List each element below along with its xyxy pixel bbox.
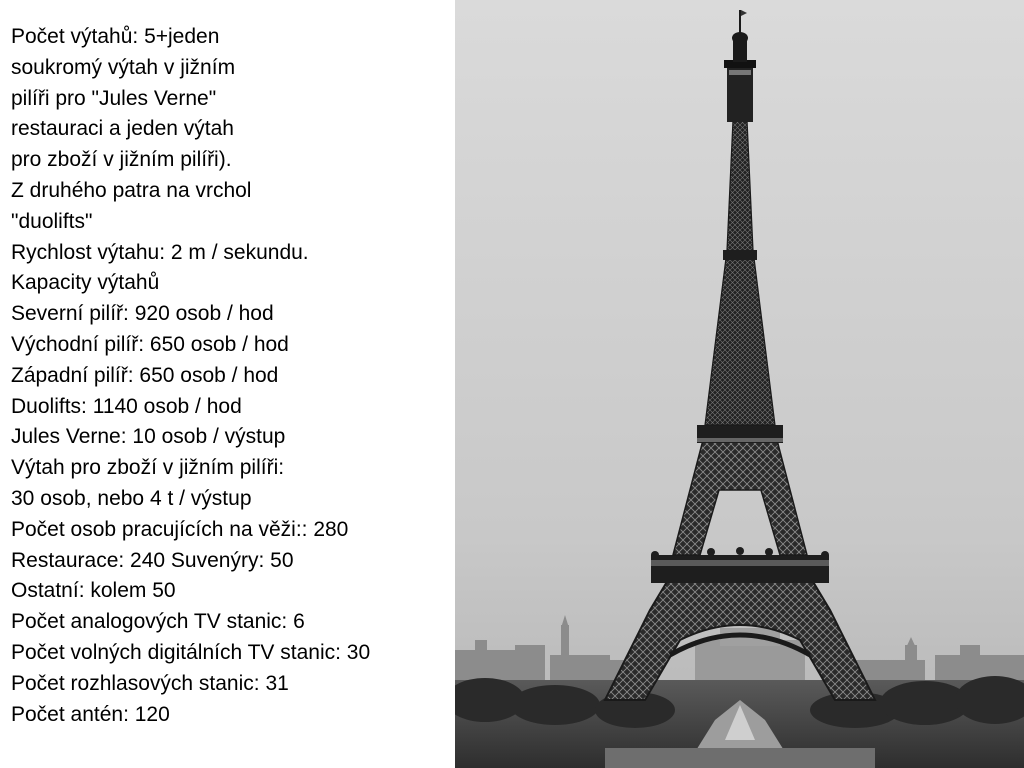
text-line: Západní pilíř: 650 osob / hod	[11, 363, 279, 387]
text-panel	[11, 22, 456, 730]
text-line: Ostatní: kolem 50	[11, 579, 176, 603]
eiffel-tower-image	[455, 0, 1024, 768]
text-line: Severní pilíř: 920 osob / hod	[11, 302, 274, 326]
text-line: "duolifts"	[11, 209, 93, 233]
text-line: Počet volných digitálních TV stanic: 30	[11, 640, 371, 664]
text-line: Kapacity výtahů	[11, 271, 160, 295]
text-line: Duolifts: 1140 osob / hod	[11, 394, 242, 418]
text-line: Restaurace: 240 Suvenýry: 50	[11, 548, 294, 572]
text-line: soukromý výtah v jižním	[11, 55, 236, 79]
text-line: Výtah pro zboží v jižním pilíři:	[11, 456, 285, 480]
text-line: pro zboží v jižním pilíři).	[11, 148, 232, 172]
text-line: restauraci a jeden výtah	[11, 117, 234, 141]
text-line: Počet rozhlasových stanic: 31	[11, 671, 289, 695]
eiffel-tower-photo	[455, 0, 1024, 768]
text-line: Počet osob pracujících na věži:: 280	[11, 517, 349, 541]
text-line: Z druhého patra na vrchol	[11, 178, 252, 202]
text-line: Počet výtahů: 5+jeden	[11, 25, 220, 48]
text-line: Jules Verne: 10 osob / výstup	[11, 425, 286, 449]
text-line: Počet antén: 120	[11, 702, 170, 726]
text-line: Počet analogových TV stanic: 6	[11, 610, 305, 634]
text-line: Rychlost výtahu: 2 m / sekundu.	[11, 240, 309, 264]
text-line: pilíři pro "Jules Verne"	[11, 86, 217, 110]
text-line: Východní pilíř: 650 osob / hod	[11, 332, 289, 356]
text-line: 30 osob, nebo 4 t / výstup	[11, 486, 252, 510]
